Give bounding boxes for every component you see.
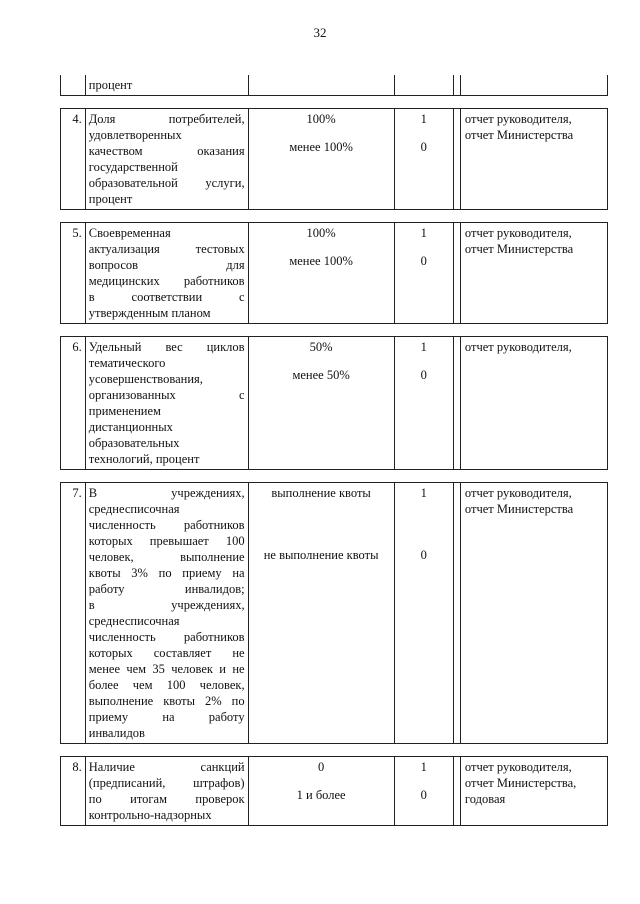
indicator-value: выполнение квоты [271,486,371,500]
indicator-scores [394,223,453,323]
indicator-name-line: государственной [88,160,178,174]
indicator-name [85,75,248,95]
indicator-score: 1 [420,486,427,500]
indicator-name-line: среднесписочная [88,614,180,628]
column-divider [453,109,460,209]
indicator-score: 0 [420,788,427,802]
table-row [60,756,608,826]
indicator-name-line: в соответствии с [88,290,245,304]
indicator-score: 1 [420,112,427,126]
indicator-score: 0 [420,548,427,562]
indicator-name-line: медицинских работников [88,274,245,288]
row-number: 7. [60,483,85,743]
indicator-name-line: применением [88,404,161,418]
indicator-name-line: численность работников [88,630,245,644]
indicator-name-line: Наличие санкций [88,760,245,774]
indicator-value: 0 [317,760,325,774]
indicator-values [248,757,394,825]
indicator-name-line: тематического [88,356,166,370]
indicator-name-line: выполнение квоты 2% по [88,694,245,708]
indicator-name-line: работу инвалидов; [88,582,245,596]
indicator-value: менее 100% [289,140,353,154]
indicator-name-line: образовательной услуги, [88,176,245,190]
table-row [60,336,608,470]
column-divider [453,483,460,743]
report-source-line: годовая [464,792,506,806]
indicator-name-line: численность работников [88,518,245,532]
indicator-values [248,109,394,209]
indicator-score: 0 [420,140,427,154]
indicator-scores [394,483,453,743]
indicator-name-line: процент [88,192,133,206]
indicator-name [85,109,248,209]
indicator-scores [394,75,453,95]
row-number: 8. [60,757,85,825]
indicator-values [248,75,394,95]
report-source-line: отчет руководителя, [464,340,572,354]
report-source-line: отчет Министерства [464,502,574,516]
indicator-name-line: приему на работу [88,710,245,724]
page-number: 32 [313,25,327,40]
table-row [60,75,608,96]
row-number: 5. [60,223,85,323]
indicator-value: не выполнение квоты [263,548,379,562]
indicator-table [60,75,608,838]
indicator-name [85,483,248,743]
indicator-name-line: по итогам проверок [88,792,245,806]
indicator-name-line: которых превышает 100 [88,534,245,548]
indicator-scores [394,109,453,209]
report-source [460,337,608,469]
indicator-name-line: квоты 3% по приему на [88,566,245,580]
indicator-name [85,337,248,469]
indicator-name-line: более чем 100 человек, [88,678,245,692]
column-divider [453,337,460,469]
report-source-line: отчет Министерства [464,242,574,256]
indicator-scores [394,757,453,825]
table-row [60,222,608,324]
indicator-name-line: организованных с [88,388,245,402]
indicator-score: 0 [420,254,427,268]
indicator-values [248,223,394,323]
row-number: 6. [60,337,85,469]
indicator-score: 1 [420,340,427,354]
column-divider [453,75,460,95]
indicator-scores [394,337,453,469]
indicator-name-line: в учреждениях, [88,598,245,612]
row-number [60,75,85,95]
indicator-name-line: процент [88,78,133,92]
indicator-name-line: Доля потребителей, [88,112,245,126]
indicator-name-line: человек, выполнение [88,550,245,564]
indicator-name-line: контрольно-надзорных [88,808,212,822]
indicator-value: 100% [306,226,336,240]
report-source-line: отчет руководителя, [464,760,572,774]
indicator-name-line: В учреждениях, [88,486,245,500]
indicator-name-line: (предписаний, штрафов) [88,776,245,790]
report-source-line: отчет руководителя, [464,486,572,500]
indicator-name-line: актуализация тестовых [88,242,245,256]
indicator-name-line: которых составляет не [88,646,245,660]
indicator-value: 100% [306,112,336,126]
indicator-name-line: образовательных [88,436,180,450]
report-source [460,757,608,825]
indicator-name-line: качеством оказания [88,144,245,158]
indicator-value: 1 и более [296,788,346,802]
indicator-name-line: Удельный вес циклов [88,340,245,354]
report-source [460,223,608,323]
report-source-line: отчет Министерства, [464,776,577,790]
indicator-value: менее 50% [292,368,350,382]
indicator-name-line: технологий, процент [88,452,200,466]
report-source-line: отчет руководителя, [464,226,572,240]
indicator-values [248,337,394,469]
indicator-name-line: удовлетворенных [88,128,182,142]
table-row [60,482,608,744]
row-number: 4. [60,109,85,209]
indicator-name-line: инвалидов [88,726,145,740]
indicator-name-line: менее чем 35 человек и не [88,662,245,676]
column-divider [453,223,460,323]
indicator-score: 0 [420,368,427,382]
indicator-value: менее 100% [289,254,353,268]
indicator-name-line: среднесписочная [88,502,180,516]
report-source-line: отчет руководителя, [464,112,572,126]
indicator-name-line: утвержденным планом [88,306,211,320]
indicator-name-line: вопросов для [88,258,245,272]
report-source [460,109,608,209]
indicator-name-line: дистанционных [88,420,173,434]
indicator-score: 1 [420,760,427,774]
report-source [460,483,608,743]
report-source [460,75,608,95]
table-row [60,108,608,210]
indicator-name [85,757,248,825]
indicator-value: 50% [309,340,333,354]
indicator-score: 1 [420,226,427,240]
column-divider [453,757,460,825]
indicator-values [248,483,394,743]
report-source-line: отчет Министерства [464,128,574,142]
indicator-name [85,223,248,323]
indicator-name-line: усовершенствования, [88,372,203,386]
indicator-name-line: Своевременная [88,226,171,240]
